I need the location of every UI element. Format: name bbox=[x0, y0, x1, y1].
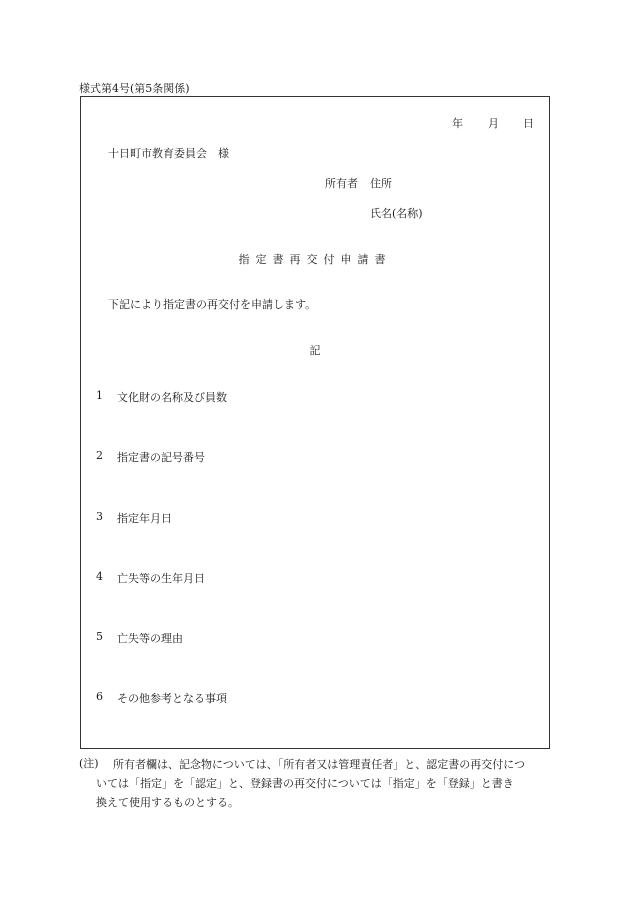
document-title: 指定書再交付申請書 bbox=[238, 253, 392, 266]
item-designation-date: 指定年月日 bbox=[117, 512, 172, 525]
note-mark: (注) bbox=[79, 757, 99, 770]
item-number: 5 bbox=[96, 630, 103, 643]
note-line: 所有者欄は、記念物については、「所有者又は管理責任者」と、認定書の再交付につ bbox=[113, 758, 526, 771]
item-certificate-number: 指定書の記号番号 bbox=[117, 451, 205, 464]
form-number: 様式第4号(第5条関係) bbox=[79, 82, 190, 95]
date-day-label: 日 bbox=[523, 117, 534, 130]
item-number: 2 bbox=[96, 449, 103, 462]
item-number: 3 bbox=[96, 510, 103, 523]
addressee: 十日町市教育委員会 様 bbox=[108, 147, 229, 160]
form-frame bbox=[80, 96, 550, 749]
item-other-reference: その他参考となる事項 bbox=[117, 692, 227, 705]
note-text bbox=[96, 755, 551, 812]
intro-text: 下記により指定書の再交付を申請します。 bbox=[108, 298, 317, 311]
note-line: 換えて使用するものとする。 bbox=[96, 796, 239, 809]
item-cultural-property-name: 文化財の名称及び員数 bbox=[117, 391, 227, 404]
owner-label: 所有者 bbox=[325, 177, 358, 190]
item-loss-reason: 亡失等の理由 bbox=[117, 632, 183, 645]
ki-heading: 記 bbox=[309, 344, 321, 357]
date-month-label: 月 bbox=[488, 117, 499, 130]
note-line: いては「指定」を「認定」と、登録書の再交付については「指定」を「登録」と書き bbox=[96, 777, 514, 790]
date-year-label: 年 bbox=[452, 117, 463, 130]
item-number: 1 bbox=[96, 389, 103, 402]
item-loss-date: 亡失等の生年月日 bbox=[117, 572, 205, 585]
item-number: 4 bbox=[96, 570, 103, 583]
address-label: 住所 bbox=[370, 177, 392, 190]
name-label: 氏名(名称) bbox=[370, 207, 423, 220]
item-number: 6 bbox=[96, 690, 103, 703]
